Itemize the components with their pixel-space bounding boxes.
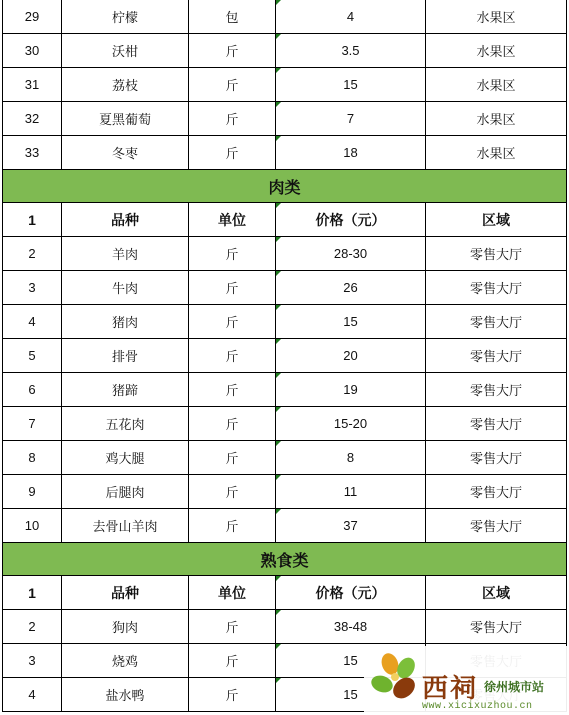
- row-number[interactable]: 5: [3, 339, 62, 373]
- item-name[interactable]: 盐水鸭: [62, 678, 189, 712]
- row-number[interactable]: 2: [3, 610, 62, 644]
- item-price[interactable]: 19: [276, 373, 426, 407]
- item-price[interactable]: 11: [276, 475, 426, 509]
- item-area[interactable]: 水果区: [426, 68, 567, 102]
- item-unit[interactable]: 斤: [189, 34, 276, 68]
- item-name[interactable]: 猪蹄: [62, 373, 189, 407]
- section-header-cooked: [3, 543, 567, 576]
- item-price[interactable]: 4: [276, 0, 426, 34]
- item-unit[interactable]: 斤: [189, 610, 276, 644]
- item-name[interactable]: 后腿肉: [62, 475, 189, 509]
- row-number[interactable]: 4: [3, 305, 62, 339]
- table-row: [3, 68, 567, 102]
- item-price[interactable]: 37: [276, 509, 426, 543]
- item-unit[interactable]: 包: [189, 0, 276, 34]
- item-area[interactable]: 零售大厅: [426, 610, 567, 644]
- table-row: [3, 475, 567, 509]
- row-number[interactable]: 3: [3, 271, 62, 305]
- header-price[interactable]: 价格（元）: [276, 576, 426, 610]
- item-name[interactable]: 冬枣: [62, 136, 189, 170]
- item-unit[interactable]: 斤: [189, 271, 276, 305]
- table-row: [3, 441, 567, 475]
- item-price[interactable]: 15-20: [276, 407, 426, 441]
- item-price[interactable]: 15: [276, 644, 426, 678]
- row-number[interactable]: 30: [3, 34, 62, 68]
- flower-logo-icon: [368, 650, 424, 710]
- item-name[interactable]: 荔枝: [62, 68, 189, 102]
- item-price[interactable]: 15: [276, 305, 426, 339]
- item-name[interactable]: 狗肉: [62, 610, 189, 644]
- item-unit[interactable]: 斤: [189, 136, 276, 170]
- item-area[interactable]: 零售大厅: [426, 271, 567, 305]
- item-unit[interactable]: 斤: [189, 441, 276, 475]
- item-unit[interactable]: 斤: [189, 407, 276, 441]
- item-name[interactable]: 夏黑葡萄: [62, 102, 189, 136]
- header-name[interactable]: 品种: [62, 576, 189, 610]
- table-row: [3, 237, 567, 271]
- row-number[interactable]: 9: [3, 475, 62, 509]
- column-header-row: [3, 576, 567, 610]
- watermark-city: 徐州城市站: [484, 680, 545, 694]
- item-name[interactable]: 鸡大腿: [62, 441, 189, 475]
- item-name[interactable]: 去骨山羊肉: [62, 509, 189, 543]
- row-number[interactable]: 32: [3, 102, 62, 136]
- item-name[interactable]: 烧鸡: [62, 644, 189, 678]
- item-price[interactable]: 3.5: [276, 34, 426, 68]
- row-number[interactable]: 7: [3, 407, 62, 441]
- item-area[interactable]: 水果区: [426, 102, 567, 136]
- item-name[interactable]: 猪肉: [62, 305, 189, 339]
- item-price[interactable]: 18: [276, 136, 426, 170]
- item-unit[interactable]: 斤: [189, 644, 276, 678]
- item-price[interactable]: 28-30: [276, 237, 426, 271]
- item-unit[interactable]: 斤: [189, 475, 276, 509]
- item-area[interactable]: 零售大厅: [426, 237, 567, 271]
- row-number[interactable]: 33: [3, 136, 62, 170]
- header-unit[interactable]: 单位: [189, 576, 276, 610]
- table-row: [3, 509, 567, 543]
- item-price[interactable]: 38-48: [276, 610, 426, 644]
- header-area[interactable]: 区域: [426, 576, 567, 610]
- item-price[interactable]: 7: [276, 102, 426, 136]
- item-area[interactable]: 零售大厅: [426, 475, 567, 509]
- site-watermark: [364, 646, 569, 715]
- row-number[interactable]: 8: [3, 441, 62, 475]
- table-row: [3, 34, 567, 68]
- item-price[interactable]: 15: [276, 68, 426, 102]
- item-unit[interactable]: 斤: [189, 68, 276, 102]
- watermark-url: www.xicixuzhou.cn: [422, 701, 533, 712]
- item-name[interactable]: 沃柑: [62, 34, 189, 68]
- item-area[interactable]: 零售大厅: [426, 441, 567, 475]
- item-unit[interactable]: 斤: [189, 237, 276, 271]
- item-area[interactable]: 水果区: [426, 136, 567, 170]
- section-title[interactable]: 肉类: [3, 170, 567, 203]
- table-row: [3, 102, 567, 136]
- column-header-row: [3, 203, 567, 237]
- item-name[interactable]: 排骨: [62, 339, 189, 373]
- header-area[interactable]: 区域: [426, 203, 567, 237]
- item-area[interactable]: 零售大厅: [426, 339, 567, 373]
- header-number[interactable]: 1: [3, 576, 62, 610]
- row-number[interactable]: 6: [3, 373, 62, 407]
- item-area[interactable]: 零售大厅: [426, 509, 567, 543]
- item-area[interactable]: 零售大厅: [426, 305, 567, 339]
- item-area[interactable]: 零售大厅: [426, 407, 567, 441]
- header-price[interactable]: 价格（元）: [276, 203, 426, 237]
- section-title[interactable]: 熟食类: [3, 543, 567, 576]
- table-row: [3, 339, 567, 373]
- header-name[interactable]: 品种: [62, 203, 189, 237]
- item-price[interactable]: 20: [276, 339, 426, 373]
- item-area[interactable]: 水果区: [426, 0, 567, 34]
- item-unit[interactable]: 斤: [189, 102, 276, 136]
- item-unit[interactable]: 斤: [189, 509, 276, 543]
- item-price[interactable]: 26: [276, 271, 426, 305]
- table-row: [3, 407, 567, 441]
- table-row: [3, 373, 567, 407]
- header-unit[interactable]: 单位: [189, 203, 276, 237]
- row-number[interactable]: 4: [3, 678, 62, 712]
- row-number[interactable]: 3: [3, 644, 62, 678]
- row-number[interactable]: 2: [3, 237, 62, 271]
- row-number[interactable]: 10: [3, 509, 62, 543]
- item-unit[interactable]: 斤: [189, 678, 276, 712]
- item-unit[interactable]: 斤: [189, 373, 276, 407]
- item-area[interactable]: 零售大厅: [426, 373, 567, 407]
- table-row: [3, 610, 567, 644]
- item-name[interactable]: 柠檬: [62, 0, 189, 34]
- table-row: [3, 305, 567, 339]
- item-price[interactable]: 8: [276, 441, 426, 475]
- header-number[interactable]: 1: [3, 203, 62, 237]
- section-header-meat: [3, 170, 567, 203]
- table-row: [3, 0, 567, 34]
- item-name[interactable]: 五花肉: [62, 407, 189, 441]
- price-table: [2, 0, 567, 712]
- item-name[interactable]: 牛肉: [62, 271, 189, 305]
- item-price[interactable]: 15: [276, 678, 426, 712]
- item-name[interactable]: 羊肉: [62, 237, 189, 271]
- table-row: [3, 136, 567, 170]
- table-row: [3, 271, 567, 305]
- row-number[interactable]: 29: [3, 0, 62, 34]
- item-unit[interactable]: 斤: [189, 339, 276, 373]
- item-unit[interactable]: 斤: [189, 305, 276, 339]
- row-number[interactable]: 31: [3, 68, 62, 102]
- watermark-brand: 西祠: [422, 674, 479, 704]
- item-area[interactable]: 水果区: [426, 34, 567, 68]
